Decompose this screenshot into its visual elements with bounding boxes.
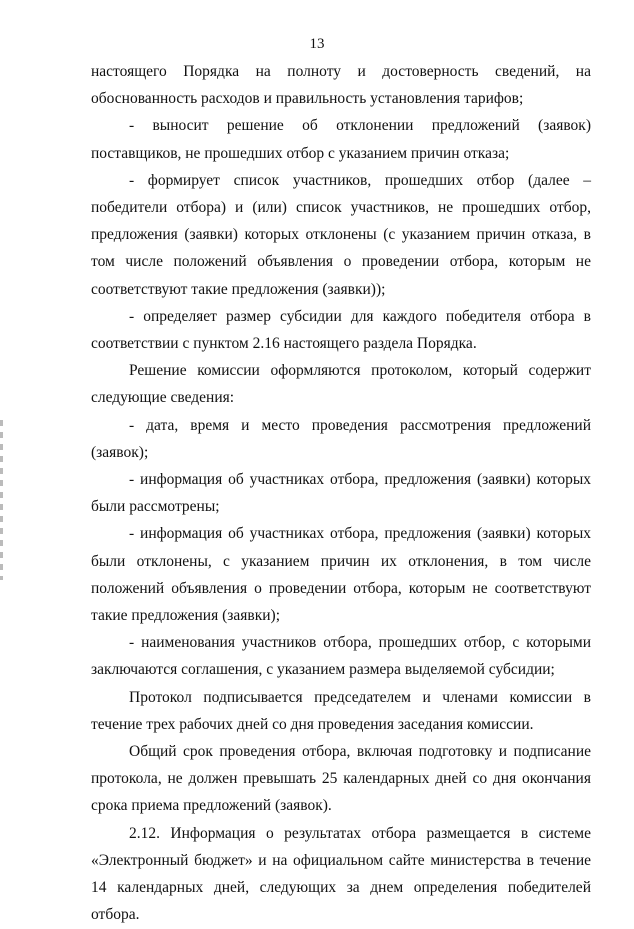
page-number: 13 bbox=[309, 36, 325, 52]
paragraph-2: - выносит решение об отклонении предложений (заявок) поставщиков, не прошедших отбор с указанием причин отказа; bbox=[91, 117, 591, 162]
paragraph-9: - наименования участников отбора, прошедших отбор, с которыми заключаются соглашения, с указанием размера выделяемой субсидии; bbox=[91, 634, 591, 679]
paragraph-6: - дата, время и место проведения рассмотрения предложений (заявок); bbox=[91, 416, 591, 461]
paragraph-5: Решение комиссии оформляются протоколом, который содержит следующие сведения: bbox=[91, 362, 591, 407]
scan-edge-artifact bbox=[0, 420, 3, 580]
paragraph-12: 2.12. Информация о результатах отбора размещается в системе «Электронный бюджет» и на официальном сайте министерства в течение 14 календарных дней, следующих за днем определения победителей отбора. bbox=[91, 824, 591, 924]
paragraph-1: настоящего Порядка на полноту и достоверность сведений, на обоснованность расходов и правильность установления тарифов; bbox=[91, 63, 591, 108]
document-body bbox=[91, 58, 591, 929]
paragraph-10: Протокол подписывается председателем и членами комиссии в течение трех рабочих дней со дня проведения заседания комиссии. bbox=[91, 688, 591, 733]
paragraph-8: - информация об участниках отбора, предложения (заявки) которых были отклонены, с указанием причин их отклонения, в том числе положений объявления о проведении отбора, которым не соответствуют такие предложения (заявки); bbox=[91, 525, 591, 625]
paragraph-4: - определяет размер субсидии для каждого победителя отбора в соответствии с пунктом 2.16 настоящего раздела Порядка. bbox=[91, 307, 591, 353]
paragraph-3: - формирует список участников, прошедших отбор (далее – победители отбора) и (или) список участников, не прошедших отбор, предложения (заявки) которых отклонены (с указанием причин отказа, в том числе положений объявления о проведении отбора, которым не соответствуют такие предложения (заявки)); bbox=[91, 171, 591, 298]
paragraph-7: - информация об участниках отбора, предложения (заявки) которых были рассмотрены; bbox=[91, 471, 591, 516]
paragraph-11: Общий срок проведения отбора, включая подготовку и подписание протокола, не должен превышать 25 календарных дней со дня окончания срока приема предложений (заявок). bbox=[91, 743, 591, 815]
